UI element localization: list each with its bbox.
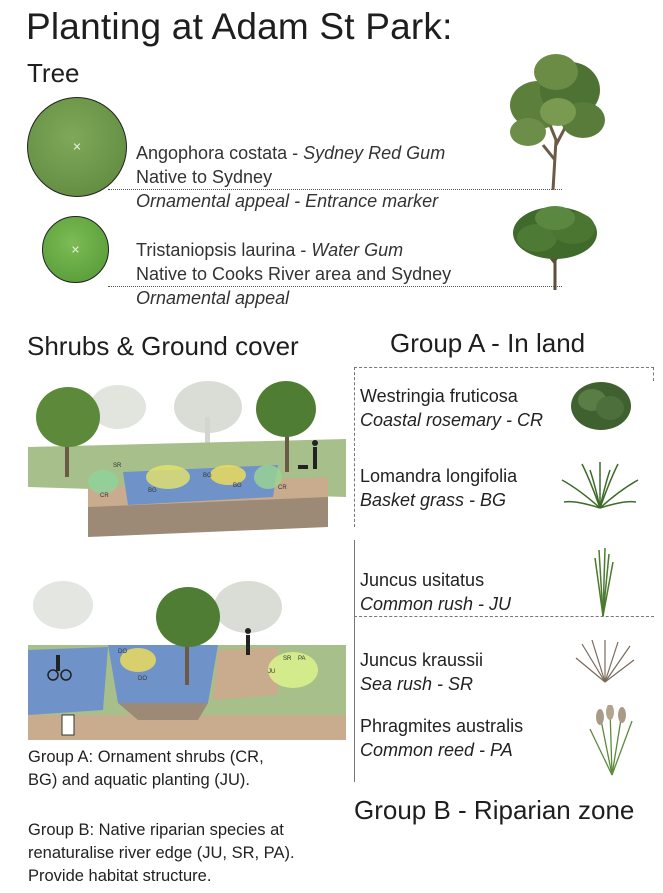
tree-name-separator: - — [295, 240, 312, 260]
section-label-bg: BG — [148, 488, 157, 494]
section-label-do: DO — [138, 676, 147, 682]
group-a-frame-left — [354, 367, 355, 527]
section-label-sr: SR — [283, 656, 292, 662]
page-title: Planting at Adam St Park: — [26, 6, 453, 47]
section-label-ju: JU — [268, 669, 276, 675]
caption-line: Provide habitat structure. — [28, 867, 212, 885]
section-illustration-group-b — [28, 575, 346, 740]
group-b-frame-left — [354, 540, 355, 782]
juncus-kraussii-image — [572, 638, 638, 684]
caption-group-b — [28, 819, 295, 888]
lomandra-grass-image — [560, 460, 640, 512]
plant-botanical-name: Lomandra longifolia — [360, 466, 518, 486]
angophora-tree-image — [498, 50, 613, 192]
section-illustration-group-a — [28, 377, 346, 537]
plan-center-mark: ✕ — [70, 244, 81, 256]
plant-common-name: Coastal rosemary - CR — [360, 410, 544, 430]
plant-botanical-name: Phragmites australis — [360, 716, 524, 736]
caption-line: Group B: Native riparian species at — [28, 821, 284, 839]
tristaniopsis-tree-image — [505, 198, 605, 292]
tree-plan-symbol-tristaniopsis — [42, 216, 109, 283]
section-label-bg: BG — [233, 483, 242, 489]
section-label-cr: CR — [278, 485, 287, 491]
plant-common-name: Basket grass - BG — [360, 490, 507, 510]
shrubs-groundcover-heading: Shrubs & Ground cover — [27, 331, 299, 361]
caption-line: BG) and aquatic planting (JU). — [28, 771, 250, 789]
caption-line: Group A: Ornament shrubs (CR, — [28, 748, 264, 766]
tree-appeal-tristaniopsis: Ornamental appeal — [136, 288, 290, 308]
section-label-do: DO — [118, 649, 127, 655]
tree-botanical-name: Tristaniopsis laurina — [136, 240, 296, 260]
caption-group-a — [28, 746, 264, 792]
tree-common-name: Water Gum — [311, 240, 404, 260]
tree-name-separator: - — [287, 143, 304, 163]
plan-center-mark: ✕ — [72, 141, 82, 154]
section-label-pa: PA — [298, 656, 306, 662]
tree-heading: Tree — [27, 58, 80, 88]
tree-appeal-angophora: Ornamental appeal - Entrance marker — [136, 191, 439, 211]
tree-native-angophora: Native to Sydney — [136, 167, 273, 187]
plant-item-westringia — [360, 384, 543, 432]
tree-botanical-name: Angophora costata — [136, 143, 288, 163]
phragmites-image — [582, 705, 642, 777]
plant-botanical-name: Juncus usitatus — [360, 570, 485, 590]
section-label-sr: SR — [113, 463, 122, 469]
plant-botanical-name: Westringia fruticosa — [360, 386, 518, 406]
plant-common-name: Common reed - PA — [360, 740, 513, 760]
section-label-bg: BG — [203, 473, 212, 479]
group-a-frame-right — [653, 367, 654, 381]
tree-common-name: Sydney Red Gum — [303, 143, 446, 163]
plant-item-juncus-usitatus — [360, 568, 511, 616]
section-label-cr: CR — [100, 493, 109, 499]
plant-item-lomandra — [360, 464, 517, 512]
westringia-shrub-image — [568, 376, 634, 432]
plant-common-name: Sea rush - SR — [360, 674, 474, 694]
group-a-heading: Group A - In land — [390, 328, 586, 358]
caption-line: renaturalise river edge (JU, SR, PA). — [28, 844, 295, 862]
tree-native-tristaniopsis: Native to Cooks River area and Sydney — [136, 264, 452, 284]
group-b-heading: Group B - Riparian zone — [354, 795, 635, 825]
tree-plan-symbol-angophora — [27, 97, 127, 197]
plant-common-name: Common rush - JU — [360, 594, 512, 614]
plant-item-juncus-kraussii — [360, 648, 483, 696]
juncus-usitatus-image — [585, 546, 621, 618]
tree-name-tristaniopsis — [136, 238, 403, 262]
group-a-frame-top — [354, 367, 654, 368]
tree-name-angophora — [136, 141, 445, 165]
plant-item-phragmites — [360, 714, 523, 762]
plant-botanical-name: Juncus kraussii — [360, 650, 484, 670]
